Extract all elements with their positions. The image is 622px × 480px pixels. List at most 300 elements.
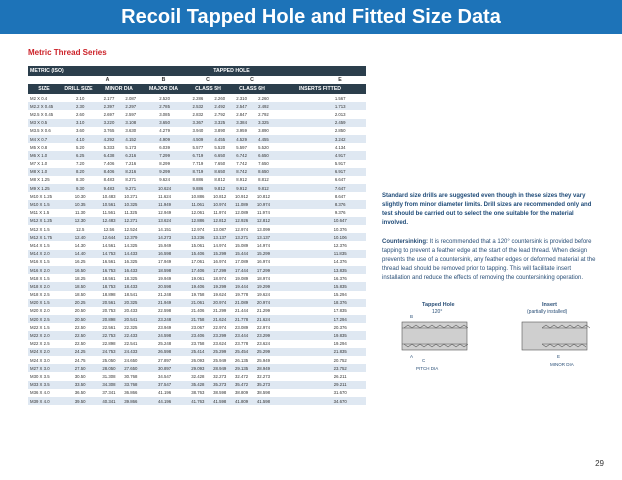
table-cell: 9.483: [103, 185, 115, 191]
table-cell: 25.299: [256, 349, 271, 355]
table-row: [28, 225, 366, 233]
table-cell: 12.089: [235, 210, 249, 216]
table-cell: 30.50: [74, 373, 86, 379]
table-cell: 32.273: [256, 373, 271, 379]
table-cell: 28.949: [213, 365, 227, 371]
table-cell: 15.949: [158, 242, 172, 248]
table-cell: 16.753: [102, 267, 116, 273]
table-cell: 28.949: [256, 365, 271, 371]
table-cell: M6 X 1.0: [30, 152, 48, 158]
col-class-6h: CLASS 6H: [239, 86, 265, 92]
table-cell: 44.196: [158, 398, 172, 404]
table-cell: 19.778: [235, 292, 249, 298]
col-major-dia: MAJOR DIA: [148, 86, 179, 92]
table-cell: 38.763: [191, 390, 205, 396]
table-cell: 23.949: [158, 324, 172, 330]
table-cell: 2.459: [334, 120, 346, 126]
table-cell: 12.376: [333, 242, 347, 248]
table-cell: 12.30: [74, 218, 86, 224]
tapped-hole-drawing: [402, 322, 468, 350]
table-cell: 21.624: [256, 316, 271, 322]
table-cell: M16 X 2.0: [30, 267, 50, 273]
table-cell: 3.367: [192, 120, 204, 126]
table-cell: 36.50: [74, 390, 86, 396]
table-cell: 18.376: [333, 300, 347, 306]
table-cell: 21.299: [256, 308, 271, 314]
table-cell: 25.454: [235, 349, 249, 355]
table-cell: 22.974: [256, 324, 271, 330]
table-cell: 8.742: [236, 169, 247, 175]
table-cell: M36 X 4.0: [30, 390, 50, 396]
table-cell: 16.50: [74, 267, 86, 273]
table-cell: 13.236: [191, 234, 205, 240]
table-row: [28, 266, 366, 274]
header-tapped-hole: TAPPED HOLE: [213, 68, 250, 74]
table-cell: 29.093: [191, 365, 205, 371]
table-cell: 19.949: [158, 275, 172, 281]
table-cell: M24 X 3.0: [30, 357, 50, 363]
table-cell: 7.20: [75, 161, 85, 167]
table-header-top: [28, 66, 366, 76]
table-cell: 8.650: [258, 169, 269, 175]
table-cell: 7.406: [103, 161, 115, 167]
table-cell: 10.483: [102, 193, 116, 199]
table-cell: 24.433: [124, 349, 138, 355]
table-cell: 3.890: [258, 128, 269, 134]
table-cell: M27 X 3.0: [30, 365, 50, 371]
table-cell: 3.325: [258, 120, 269, 126]
table-cell: 10.812: [213, 193, 227, 199]
table-cell: 8.886: [192, 177, 204, 183]
table-cell: 22.753: [102, 333, 116, 339]
table-cell: 3.650: [159, 120, 170, 126]
table-cell: M10 X 1.25: [30, 193, 52, 199]
table-cell: 3.108: [125, 120, 137, 126]
table-cell: 24.753: [102, 349, 116, 355]
header-metric-iso: METRIC (ISO): [30, 68, 64, 74]
thread-table: [28, 66, 366, 405]
table-cell: 35.273: [213, 382, 227, 388]
table-cell: 26.093: [191, 357, 205, 363]
table-cell: 8.299: [159, 161, 170, 167]
table-cell: M3 X 0.5: [30, 120, 48, 126]
table-cell: 17.294: [333, 316, 347, 322]
table-row: [28, 397, 366, 405]
table-cell: 21.835: [333, 349, 347, 355]
table-cell: 4.909: [159, 136, 170, 142]
table-cell: 23.444: [235, 333, 249, 339]
table-cell: 21.949: [158, 300, 172, 306]
table-cell: 41.763: [191, 398, 205, 404]
table-cell: 20.50: [74, 308, 86, 314]
table-cell: M18 X 2.0: [30, 283, 50, 289]
table-cell: 20.541: [124, 316, 138, 322]
table-cell: 9.376: [334, 210, 346, 216]
table-cell: 2.492: [258, 103, 269, 109]
table-cell: 23.752: [333, 365, 347, 371]
table-cell: 3.60: [75, 128, 85, 134]
table-cell: 3.630: [125, 128, 137, 134]
table-cell: 12.949: [158, 210, 172, 216]
table-cell: 22.974: [213, 324, 227, 330]
table-row: [28, 340, 366, 348]
table-cell: 22.598: [158, 308, 172, 314]
table-cell: 10.35: [74, 202, 86, 208]
table-cell: M39 X 4.0: [30, 398, 50, 404]
col-class-5h: CLASS 5H: [195, 86, 221, 92]
table-cell: 19.758: [191, 292, 205, 298]
table-cell: 11.949: [158, 202, 171, 208]
table-row: [28, 241, 366, 249]
table-cell: 39.866: [124, 398, 138, 404]
table-cell: 9.812: [214, 185, 226, 191]
table-cell: 21.299: [213, 308, 227, 314]
table-cell: 19.624: [256, 292, 271, 298]
table-cell: 19.089: [235, 275, 249, 281]
table-cell: 15.061: [191, 242, 205, 248]
table-cell: 10.376: [333, 226, 347, 232]
table-cell: M16 X 1.5: [30, 259, 50, 265]
table-cell: M20 X 2.5: [30, 316, 50, 322]
table-cell: 7.742: [236, 161, 247, 167]
table-cell: M10 X 1.5: [30, 202, 50, 208]
col-minor-dia: MINOR DIA: [105, 86, 133, 92]
table-cell: 14.433: [124, 251, 138, 257]
table-cell: 9.886: [192, 185, 204, 191]
table-cell: 3.959: [236, 128, 247, 134]
table-cell: 15.299: [256, 251, 271, 257]
table-cell: 25.050: [102, 357, 116, 363]
table-cell: 35.273: [256, 382, 271, 388]
table-cell: 22.50: [74, 333, 86, 339]
table-cell: 14.151: [158, 226, 172, 232]
table-cell: 8.647: [334, 193, 346, 199]
table-cell: 2.30: [75, 103, 85, 109]
table-cell: 6.039: [159, 144, 170, 150]
standard-drill-note: Standard size drills are suggested even though in these sizes they vary slightly from minor diameter limits. Drill sizes are recommended only and test should be carried out to select the one suitable for the material involved.: [382, 193, 592, 226]
table-cell: 12.56: [103, 226, 115, 232]
table-cell: 14.376: [333, 259, 347, 265]
table-cell: 16.561: [102, 259, 116, 265]
table-cell: 39.50: [74, 398, 86, 404]
table-cell: 3.10: [75, 120, 85, 126]
table-row: [28, 200, 366, 208]
table-cell: 4.455: [258, 136, 269, 142]
table-cell: 27.897: [158, 357, 172, 363]
table-cell: 34.547: [158, 373, 172, 379]
table-cell: 20.752: [333, 357, 347, 363]
table-cell: 24.650: [124, 357, 138, 363]
table-cell: 18.433: [124, 283, 138, 289]
table-cell: 3.220: [103, 120, 115, 126]
table-cell: 3.384: [236, 120, 247, 126]
table-cell: 11.561: [102, 210, 116, 216]
table-cell: 26.598: [158, 349, 172, 355]
table-cell: 3.765: [103, 128, 115, 134]
diagram-label-e: E: [557, 354, 561, 359]
col-size: SIZE: [38, 86, 50, 92]
table-row: [28, 331, 366, 339]
table-cell: 2.850: [334, 128, 346, 134]
table-cell: 25.949: [213, 357, 227, 363]
table-cell: 9.812: [258, 185, 269, 191]
table-cell: 9.30: [75, 185, 85, 191]
table-cell: 18.974: [256, 275, 271, 281]
table-header-letters: [28, 76, 366, 84]
table-cell: 7.650: [214, 161, 226, 167]
table-cell: 10.30: [74, 193, 86, 199]
table-row: [28, 176, 366, 184]
table-cell: 17.444: [235, 267, 249, 273]
table-cell: 22.325: [124, 324, 138, 330]
table-cell: 5.577: [192, 144, 204, 150]
table-cell: 16.598: [158, 251, 172, 257]
table-cell: 12.483: [102, 218, 116, 224]
table-cell: 19.299: [213, 283, 227, 289]
table-cell: 21.248: [158, 292, 172, 298]
table-cell: 22.50: [74, 324, 86, 330]
table-row: [28, 233, 366, 241]
header-b: B: [161, 77, 166, 83]
table-row: [28, 348, 366, 356]
table-cell: 8.719: [192, 169, 204, 175]
table-cell: 22.561: [102, 324, 116, 330]
table-cell: 10.325: [124, 202, 138, 208]
table-row: [28, 307, 366, 315]
table-cell: 4.10: [75, 136, 85, 142]
table-cell: M8 X 1.0: [30, 169, 48, 175]
table-cell: 12.926: [235, 218, 249, 224]
table-cell: 11.061: [191, 202, 205, 208]
table-cell: 2.697: [103, 111, 115, 117]
table-cell: 10.106: [333, 234, 347, 240]
table-cell: 10.812: [256, 193, 271, 199]
table-cell: 21.624: [213, 316, 227, 322]
table-cell: 15.294: [333, 292, 347, 298]
page-banner: Recoil Tapped Hole and Fitted Size Data: [0, 0, 622, 34]
table-row: [28, 192, 366, 200]
table-cell: 20.753: [102, 308, 116, 314]
col-inserts-fitted: INSERTS FITTED: [298, 86, 342, 92]
table-cell: M14 X 2.0: [30, 251, 50, 257]
countersinking-body: It is recommended that a 120° countersink is provided before tapping to prevent a feather edge at the start of the lead thread. When design prevents the use of a countersink, any feather edges or deformed material at the thread lead should be removed prior to tapping. This will facilitate insert installation and reduce the effects of removing the countersinking operation.: [382, 239, 596, 281]
table-cell: 41.598: [213, 398, 227, 404]
table-cell: 2.847: [236, 111, 247, 117]
table-cell: 20.325: [124, 300, 138, 306]
table-cell: M30 X 3.5: [30, 373, 50, 379]
table-cell: 27.50: [74, 365, 86, 371]
table-cell: M20 X 2.0: [30, 308, 50, 314]
table-row: [28, 209, 366, 217]
table-cell: 10.647: [333, 218, 347, 224]
table-cell: 17.299: [256, 267, 271, 273]
table-cell: 9.624: [159, 177, 170, 183]
table-cell: 2.547: [236, 103, 247, 109]
table-cell: 2.260: [258, 95, 269, 101]
col-drill-size: DRILL SIZE: [64, 86, 93, 92]
table-cell: 2.397: [103, 103, 115, 109]
table-cell: 4.529: [236, 136, 247, 142]
series-title: Metric Thread Series: [28, 48, 107, 57]
table-cell: 1.567: [334, 95, 346, 101]
table-cell: 11.974: [257, 210, 270, 216]
table-cell: 20.974: [256, 300, 271, 306]
table-cell: M12 X 1.5: [30, 226, 50, 232]
table-cell: 22.50: [74, 341, 86, 347]
table-cell: 19.624: [213, 292, 227, 298]
table-row: [28, 274, 366, 282]
table-cell: 25.949: [256, 357, 271, 363]
table-cell: 40.341: [102, 398, 116, 404]
table-cell: 6.438: [103, 152, 115, 158]
thread-diagram: [392, 300, 602, 380]
table-cell: 5.917: [334, 161, 346, 167]
table-cell: 19.061: [191, 275, 205, 281]
table-row: [28, 102, 366, 110]
table-cell: 36.866: [124, 390, 138, 396]
table-cell: 31.670: [333, 390, 347, 396]
table-cell: M4 X 0.7: [30, 136, 48, 142]
table-cell: 15.444: [235, 251, 249, 257]
diagram-minor-dia-label: MINOR DIA: [550, 362, 574, 367]
table-cell: 18.50: [74, 283, 86, 289]
table-row: [28, 299, 366, 307]
table-cell: 5.597: [236, 144, 247, 150]
table-cell: 17.949: [158, 259, 172, 265]
table-cell: 23.067: [191, 324, 205, 330]
table-cell: 29.211: [333, 382, 347, 388]
table-cell: 10.886: [191, 193, 205, 199]
table-row: [28, 364, 366, 372]
table-cell: 37.341: [102, 390, 116, 396]
table-cell: 20.561: [102, 300, 116, 306]
table-cell: 2.597: [125, 111, 137, 117]
table-cell: 3.085: [159, 111, 170, 117]
table-cell: M2 X 0.4: [30, 95, 48, 101]
table-cell: 5.520: [258, 144, 269, 150]
table-row: [28, 282, 366, 290]
table-cell: 18.898: [102, 292, 116, 298]
table-row: [28, 135, 366, 143]
table-cell: 2.260: [214, 95, 226, 101]
table-cell: 2.520: [159, 95, 170, 101]
header-c2: C: [250, 77, 254, 83]
table-cell: 22.541: [124, 341, 138, 347]
table-cell: 10.561: [102, 202, 116, 208]
table-cell: 12.644: [102, 234, 116, 240]
table-cell: 11.325: [124, 210, 138, 216]
table-cell: 14.974: [256, 242, 271, 248]
table-cell: 35.472: [235, 382, 249, 388]
table-cell: 5.333: [103, 144, 115, 150]
table-cell: M7 X 1.0: [30, 161, 48, 167]
table-row: [28, 168, 366, 176]
diagram-tapped-hole-label: Tapped Hole: [422, 302, 455, 308]
table-cell: 9.271: [125, 185, 137, 191]
table-cell: M2.2 X 0.45: [30, 103, 54, 109]
table-cell: 2.60: [75, 111, 85, 117]
table-cell: 23.758: [191, 341, 205, 347]
table-cell: 25.299: [213, 349, 227, 355]
table-row: [28, 143, 366, 151]
table-cell: 2.013: [334, 111, 346, 117]
table-cell: 16.974: [213, 259, 227, 265]
table-cell: 7.719: [192, 161, 204, 167]
header-c: C: [206, 77, 210, 83]
table-cell: 11.974: [213, 210, 227, 216]
table-cell: 13.137: [213, 234, 227, 240]
table-cell: 10.974: [256, 202, 271, 208]
table-cell: 21.778: [235, 316, 249, 322]
table-cell: 4.279: [159, 128, 170, 134]
table-cell: 14.325: [124, 242, 138, 248]
table-cell: M11 X 1.5: [30, 210, 50, 216]
table-cell: 20.598: [158, 283, 172, 289]
table-cell: 18.25: [74, 275, 86, 281]
table-cell: 34.308: [102, 382, 116, 388]
table-cell: 20.433: [124, 308, 138, 314]
table-cell: 12.886: [191, 218, 205, 224]
table-row: [28, 250, 366, 258]
table-cell: 6.742: [236, 152, 247, 158]
table-cell: 4.509: [192, 136, 204, 142]
table-cell: 2.177: [103, 95, 115, 101]
table-cell: 2.10: [75, 95, 85, 101]
table-cell: 2.286: [192, 95, 204, 101]
table-cell: 12.40: [74, 234, 86, 240]
table-cell: 30.768: [124, 373, 138, 379]
table-cell: 2.532: [192, 103, 204, 109]
table-cell: 3.242: [334, 136, 346, 142]
table-cell: 8.376: [334, 202, 346, 208]
table-cell: 23.089: [235, 324, 249, 330]
table-cell: 16.25: [74, 259, 86, 265]
table-cell: 15.835: [333, 283, 347, 289]
diagram-label-a: A: [410, 354, 414, 359]
table-cell: 38.598: [256, 390, 271, 396]
table-cell: 18.325: [124, 275, 138, 281]
table-cell: 19.444: [235, 283, 249, 289]
table-cell: 21.444: [235, 308, 249, 314]
table-cell: 6.917: [334, 169, 346, 175]
table-cell: 24.598: [158, 333, 172, 339]
table-cell: M22 X 1.5: [30, 324, 50, 330]
table-cell: 6.650: [214, 152, 226, 158]
table-cell: 19.294: [333, 341, 347, 347]
table-cell: 33.50: [74, 382, 86, 388]
table-cell: 20.50: [74, 316, 86, 322]
header-e: E: [338, 77, 342, 83]
table-cell: M18 X 1.5: [30, 275, 50, 281]
table-cell: M12 X 1.25: [30, 218, 52, 224]
table-cell: 19.835: [333, 333, 347, 339]
table-cell: 18.561: [102, 275, 116, 281]
table-cell: 22.433: [124, 333, 138, 339]
table-cell: 7.299: [159, 152, 170, 158]
table-cell: 7.216: [125, 161, 137, 167]
table-cell: 14.30: [74, 242, 86, 248]
table-cell: 12.061: [191, 210, 205, 216]
table-row: [28, 356, 366, 364]
table-cell: 8.271: [125, 177, 137, 183]
table-cell: M9 X 1.25: [30, 185, 50, 191]
table-cell: 2.297: [125, 103, 137, 109]
table-cell: 41.196: [158, 390, 172, 396]
table-cell: 12.271: [124, 218, 138, 224]
diagram-angle-label: 120°: [432, 309, 443, 315]
table-cell: 14.753: [102, 251, 116, 257]
table-cell: 20.974: [213, 300, 227, 306]
